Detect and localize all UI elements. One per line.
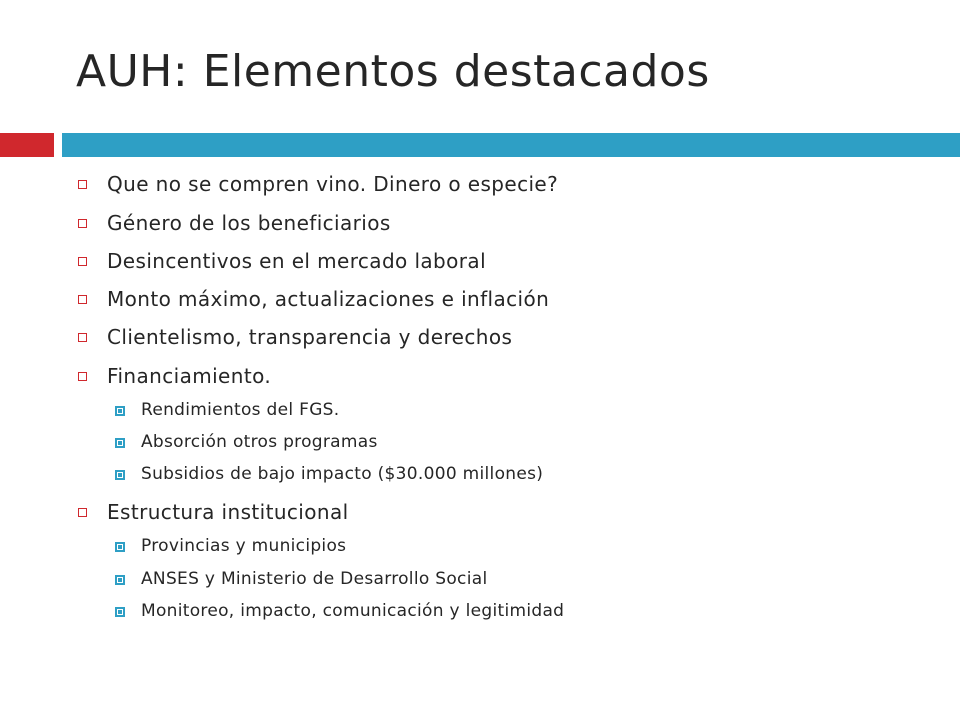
list-item: Que no se compren vino. Dinero o especie? bbox=[78, 172, 558, 196]
filled-square-bullet-icon bbox=[115, 470, 125, 480]
hollow-square-bullet-icon bbox=[78, 508, 87, 517]
sub-list-item: Provincias y municipios bbox=[115, 536, 346, 556]
hollow-square-bullet-icon bbox=[78, 180, 87, 189]
hollow-square-bullet-icon bbox=[78, 219, 87, 228]
list-item: Estructura institucional bbox=[78, 500, 349, 524]
filled-square-bullet-icon bbox=[115, 607, 125, 617]
sub-list-item: Absorción otros programas bbox=[115, 432, 378, 452]
sub-list-item: Rendimientos del FGS. bbox=[115, 400, 339, 420]
list-item: Financiamiento. bbox=[78, 364, 271, 388]
slide-title: AUH: Elementos destacados bbox=[76, 46, 710, 97]
sub-list-item: ANSES y Ministerio de Desarrollo Social bbox=[115, 569, 487, 589]
sub-list-item: Subsidios de bajo impacto ($30.000 millones) bbox=[115, 464, 543, 484]
list-item: Género de los beneficiarios bbox=[78, 211, 391, 235]
hollow-square-bullet-icon bbox=[78, 372, 87, 381]
list-item: Clientelismo, transparencia y derechos bbox=[78, 325, 512, 349]
list-item: Monto máximo, actualizaciones e inflación bbox=[78, 287, 549, 311]
filled-square-bullet-icon bbox=[115, 542, 125, 552]
list-item: Desincentivos en el mercado laboral bbox=[78, 249, 486, 273]
hollow-square-bullet-icon bbox=[78, 257, 87, 266]
hollow-square-bullet-icon bbox=[78, 333, 87, 342]
filled-square-bullet-icon bbox=[115, 406, 125, 416]
filled-square-bullet-icon bbox=[115, 575, 125, 585]
sub-list-item: Monitoreo, impacto, comunicación y legitimidad bbox=[115, 601, 564, 621]
hollow-square-bullet-icon bbox=[78, 295, 87, 304]
filled-square-bullet-icon bbox=[115, 438, 125, 448]
